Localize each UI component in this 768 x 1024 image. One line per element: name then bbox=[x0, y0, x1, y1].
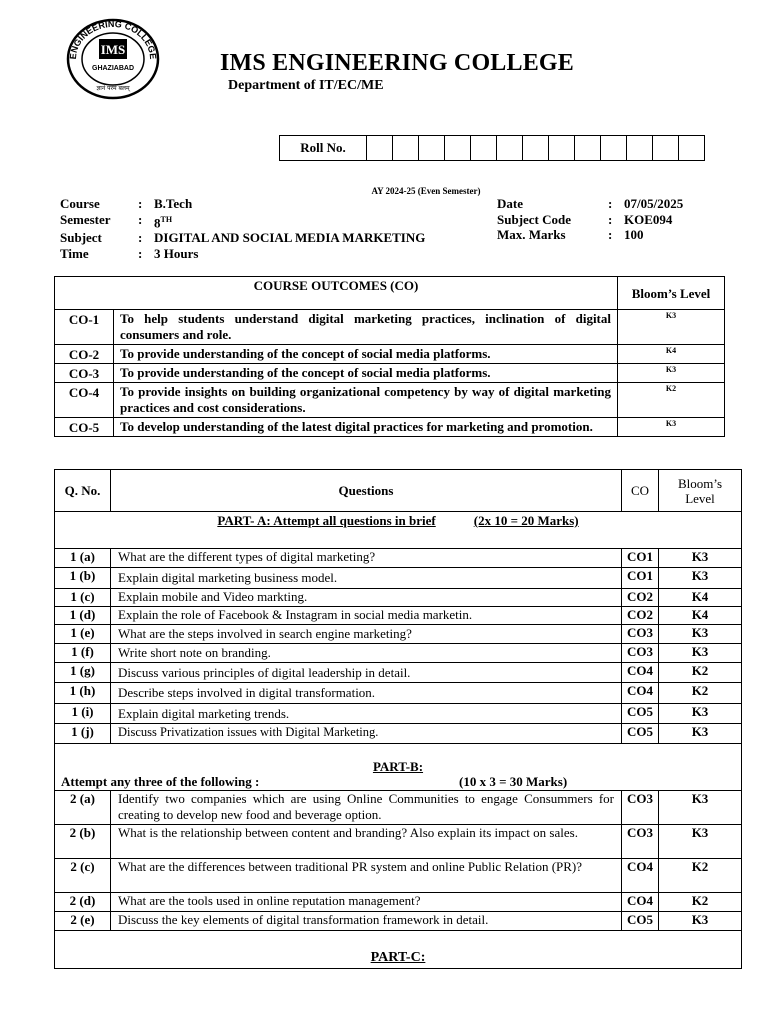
question-text: Discuss the key elements of digital transformation framework in detail. bbox=[111, 912, 622, 931]
question-co: CO1 bbox=[622, 549, 659, 568]
co-code: CO-4 bbox=[55, 383, 114, 418]
part-b-heading bbox=[55, 744, 742, 791]
question-co: CO4 bbox=[622, 893, 659, 912]
level-col-header: Bloom’s Level bbox=[659, 470, 742, 512]
part-c-heading bbox=[55, 931, 742, 969]
roll-number-field[interactable] bbox=[279, 135, 705, 161]
roll-digit-box[interactable] bbox=[445, 136, 471, 160]
co-row bbox=[55, 345, 725, 364]
question-level: K3 bbox=[659, 912, 742, 931]
part-b-header-row bbox=[55, 744, 742, 791]
info-course bbox=[60, 196, 425, 212]
info-sep: : bbox=[138, 245, 143, 261]
question-row bbox=[55, 791, 742, 825]
roll-digit-box[interactable] bbox=[393, 136, 419, 160]
question-number: 1 (c) bbox=[55, 589, 111, 607]
info-value: KOE094 bbox=[624, 211, 673, 227]
question-level: K3 bbox=[659, 704, 742, 724]
part-a-header-row bbox=[55, 512, 742, 549]
question-row bbox=[55, 607, 742, 625]
question-co: CO4 bbox=[622, 663, 659, 683]
co-row bbox=[55, 310, 725, 345]
question-number: 2 (c) bbox=[55, 859, 111, 893]
co-col-header: CO bbox=[622, 470, 659, 512]
part-a-marks: (2x 10 = 20 Marks) bbox=[473, 513, 579, 528]
question-number: 1 (d) bbox=[55, 607, 111, 625]
question-number: 2 (d) bbox=[55, 893, 111, 912]
logo-ring-text: ENGINEERING COLLEGE bbox=[67, 18, 159, 60]
question-number: 1 (h) bbox=[55, 683, 111, 704]
question-text: Discuss Privatization issues with Digital Marketing. bbox=[111, 724, 622, 744]
question-co: CO4 bbox=[622, 683, 659, 704]
question-text: What are the steps involved in search engine marketing? bbox=[111, 625, 622, 644]
question-level: K3 bbox=[659, 625, 742, 644]
question-text: What are the differences between traditional PR system and online Public Relation (PR)? bbox=[111, 859, 622, 893]
exam-info-right bbox=[497, 196, 683, 243]
info-value: 07/05/2025 bbox=[624, 196, 684, 211]
roll-digit-box[interactable] bbox=[653, 136, 679, 160]
question-level: K2 bbox=[659, 683, 742, 704]
question-number: 2 (e) bbox=[55, 912, 111, 931]
co-row bbox=[55, 418, 725, 437]
question-level: K4 bbox=[659, 607, 742, 625]
info-label: Course bbox=[60, 196, 100, 211]
info-date bbox=[497, 196, 683, 212]
semester-number: 8 bbox=[154, 214, 161, 230]
info-time bbox=[60, 246, 425, 262]
question-text: Explain digital marketing trends. bbox=[111, 704, 622, 724]
info-sep: : bbox=[138, 230, 143, 246]
question-row bbox=[55, 912, 742, 931]
question-co: CO2 bbox=[622, 607, 659, 625]
co-description: To provide insights on building organizational competency by way of digital marketing practices and cost considerations. bbox=[114, 383, 618, 418]
question-row bbox=[55, 683, 742, 704]
question-text: Explain mobile and Video markting. bbox=[111, 589, 622, 607]
question-text: Explain digital marketing business model. bbox=[111, 568, 622, 589]
question-number: 1 (b) bbox=[55, 568, 111, 589]
question-level: K3 bbox=[659, 568, 742, 589]
co-description: To provide understanding of the concept of social media platforms. bbox=[114, 345, 618, 364]
question-level: K3 bbox=[659, 724, 742, 744]
info-sep: : bbox=[138, 211, 143, 227]
info-value: 3 Hours bbox=[154, 245, 199, 261]
roll-digit-box[interactable] bbox=[627, 136, 653, 160]
info-value: B.Tech bbox=[154, 196, 193, 211]
roll-digit-box[interactable] bbox=[497, 136, 523, 160]
co-code: CO-3 bbox=[55, 364, 114, 383]
question-co: CO5 bbox=[622, 912, 659, 931]
info-value bbox=[154, 212, 425, 231]
question-co: CO3 bbox=[622, 625, 659, 644]
co-level-header: Bloom’s Level bbox=[618, 277, 725, 310]
roll-digit-box[interactable] bbox=[575, 136, 601, 160]
info-value: DIGITAL AND SOCIAL MEDIA MARKETING bbox=[154, 230, 426, 246]
co-row bbox=[55, 364, 725, 383]
co-level: K3 bbox=[618, 418, 725, 437]
question-co: CO3 bbox=[622, 791, 659, 825]
question-co: CO5 bbox=[622, 724, 659, 744]
question-number: 1 (f) bbox=[55, 644, 111, 663]
department-name: Department of IT/EC/ME bbox=[228, 78, 384, 93]
question-text: What is the relationship between content and branding? Also explain its impact on sales. bbox=[111, 825, 622, 859]
question-number: 1 (g) bbox=[55, 663, 111, 683]
exam-info-left bbox=[60, 196, 425, 261]
question-row bbox=[55, 589, 742, 607]
roll-digit-box[interactable] bbox=[419, 136, 445, 160]
question-text: Describe steps involved in digital transformation. bbox=[111, 683, 622, 704]
info-label: Date bbox=[497, 196, 523, 211]
co-description: To provide understanding of the concept of social media platforms. bbox=[114, 364, 618, 383]
logo-motto: ज्ञानं परमं बलम् bbox=[96, 85, 130, 92]
question-row bbox=[55, 704, 742, 724]
co-level: K3 bbox=[618, 310, 725, 345]
info-subject bbox=[60, 230, 425, 246]
question-row bbox=[55, 644, 742, 663]
question-row bbox=[55, 625, 742, 644]
question-number: 1 (a) bbox=[55, 549, 111, 568]
co-header-row bbox=[55, 277, 725, 310]
question-number: 2 (b) bbox=[55, 825, 111, 859]
question-row bbox=[55, 724, 742, 744]
info-value: 100 bbox=[624, 227, 644, 242]
part-c-header-row bbox=[55, 931, 742, 969]
logo-city: GHAZIABAD bbox=[92, 65, 134, 72]
logo-mark: IMS bbox=[100, 42, 126, 57]
semester-suffix: TH bbox=[160, 214, 173, 224]
co-level: K3 bbox=[618, 364, 725, 383]
question-number: 2 (a) bbox=[55, 791, 111, 825]
info-max-marks bbox=[497, 227, 683, 243]
part-b-title: PART-B: bbox=[372, 759, 424, 774]
roll-digit-box[interactable] bbox=[601, 136, 627, 160]
question-co: CO5 bbox=[622, 704, 659, 724]
roll-number-label: Roll No. bbox=[280, 136, 367, 160]
question-row bbox=[55, 825, 742, 859]
co-code: CO-1 bbox=[55, 310, 114, 345]
co-description: To develop understanding of the latest digital practices for marketing and promotion. bbox=[114, 418, 618, 437]
question-number: 1 (j) bbox=[55, 724, 111, 744]
question-co: CO3 bbox=[622, 644, 659, 663]
co-header: COURSE OUTCOMES (CO) bbox=[55, 277, 618, 310]
info-sep: : bbox=[138, 196, 143, 211]
questions-table bbox=[54, 469, 742, 969]
question-co: CO1 bbox=[622, 568, 659, 589]
question-co: CO2 bbox=[622, 589, 659, 607]
question-text: Discuss various principles of digital leadership in detail. bbox=[111, 663, 622, 683]
academic-year: AY 2024-25 (Even Semester) bbox=[371, 186, 481, 196]
part-a-title: PART- A: Attempt all questions in brief bbox=[217, 513, 436, 528]
question-row bbox=[55, 859, 742, 893]
roll-digit-box[interactable] bbox=[471, 136, 497, 160]
question-level: K2 bbox=[659, 859, 742, 893]
info-sep: : bbox=[608, 211, 613, 227]
co-level: K2 bbox=[618, 383, 725, 418]
roll-digit-box[interactable] bbox=[549, 136, 575, 160]
qno-header: Q. No. bbox=[55, 470, 111, 512]
question-row bbox=[55, 893, 742, 912]
course-outcomes-table bbox=[54, 276, 725, 437]
info-label: Time bbox=[60, 245, 89, 261]
part-b-marks: (10 x 3 = 30 Marks) bbox=[459, 774, 568, 789]
questions-header-row bbox=[55, 470, 742, 512]
question-level: K2 bbox=[659, 663, 742, 683]
question-level: K3 bbox=[659, 549, 742, 568]
question-text: Identify two companies which are using Online Communities to engage Consummers for creating to develop new food and beverage option. bbox=[111, 791, 622, 825]
part-b-instruction: Attempt any three of the following : bbox=[61, 774, 260, 789]
question-level: K3 bbox=[659, 644, 742, 663]
co-code: CO-5 bbox=[55, 418, 114, 437]
question-number: 1 (e) bbox=[55, 625, 111, 644]
part-a-heading bbox=[55, 512, 742, 549]
co-level: K4 bbox=[618, 345, 725, 364]
college-name: IMS ENGINEERING COLLEGE bbox=[220, 50, 575, 76]
roll-digit-box[interactable] bbox=[523, 136, 549, 160]
info-sep: : bbox=[608, 227, 613, 242]
questions-header: Questions bbox=[111, 470, 622, 512]
question-level: K2 bbox=[659, 893, 742, 912]
question-level: K3 bbox=[659, 825, 742, 859]
info-semester bbox=[60, 212, 425, 231]
college-logo bbox=[66, 18, 160, 100]
part-c-title: PART-C: bbox=[370, 950, 426, 965]
info-label: Subject bbox=[60, 230, 102, 246]
question-co: CO3 bbox=[622, 825, 659, 859]
question-text: What are the different types of digital marketing? bbox=[111, 549, 622, 568]
question-level: K4 bbox=[659, 589, 742, 607]
co-row bbox=[55, 383, 725, 418]
info-sep: : bbox=[608, 196, 613, 211]
co-description: To help students understand digital marketing practices, inclination of digital consumers and role. bbox=[114, 310, 618, 345]
question-level: K3 bbox=[659, 791, 742, 825]
info-subject-code bbox=[497, 212, 683, 228]
info-label: Semester bbox=[60, 211, 111, 227]
info-label: Subject Code bbox=[497, 211, 572, 227]
question-row bbox=[55, 549, 742, 568]
info-label: Max. Marks bbox=[497, 227, 566, 242]
question-text: Write short note on branding. bbox=[111, 644, 622, 663]
question-text: What are the tools used in online reputation management? bbox=[111, 893, 622, 912]
question-row bbox=[55, 663, 742, 683]
question-text: Explain the role of Facebook & Instagram in social media marketin. bbox=[111, 607, 622, 625]
roll-digit-box[interactable] bbox=[679, 136, 704, 160]
question-co: CO4 bbox=[622, 859, 659, 893]
roll-digit-box[interactable] bbox=[367, 136, 393, 160]
co-code: CO-2 bbox=[55, 345, 114, 364]
question-row bbox=[55, 568, 742, 589]
question-number: 1 (i) bbox=[55, 704, 111, 724]
